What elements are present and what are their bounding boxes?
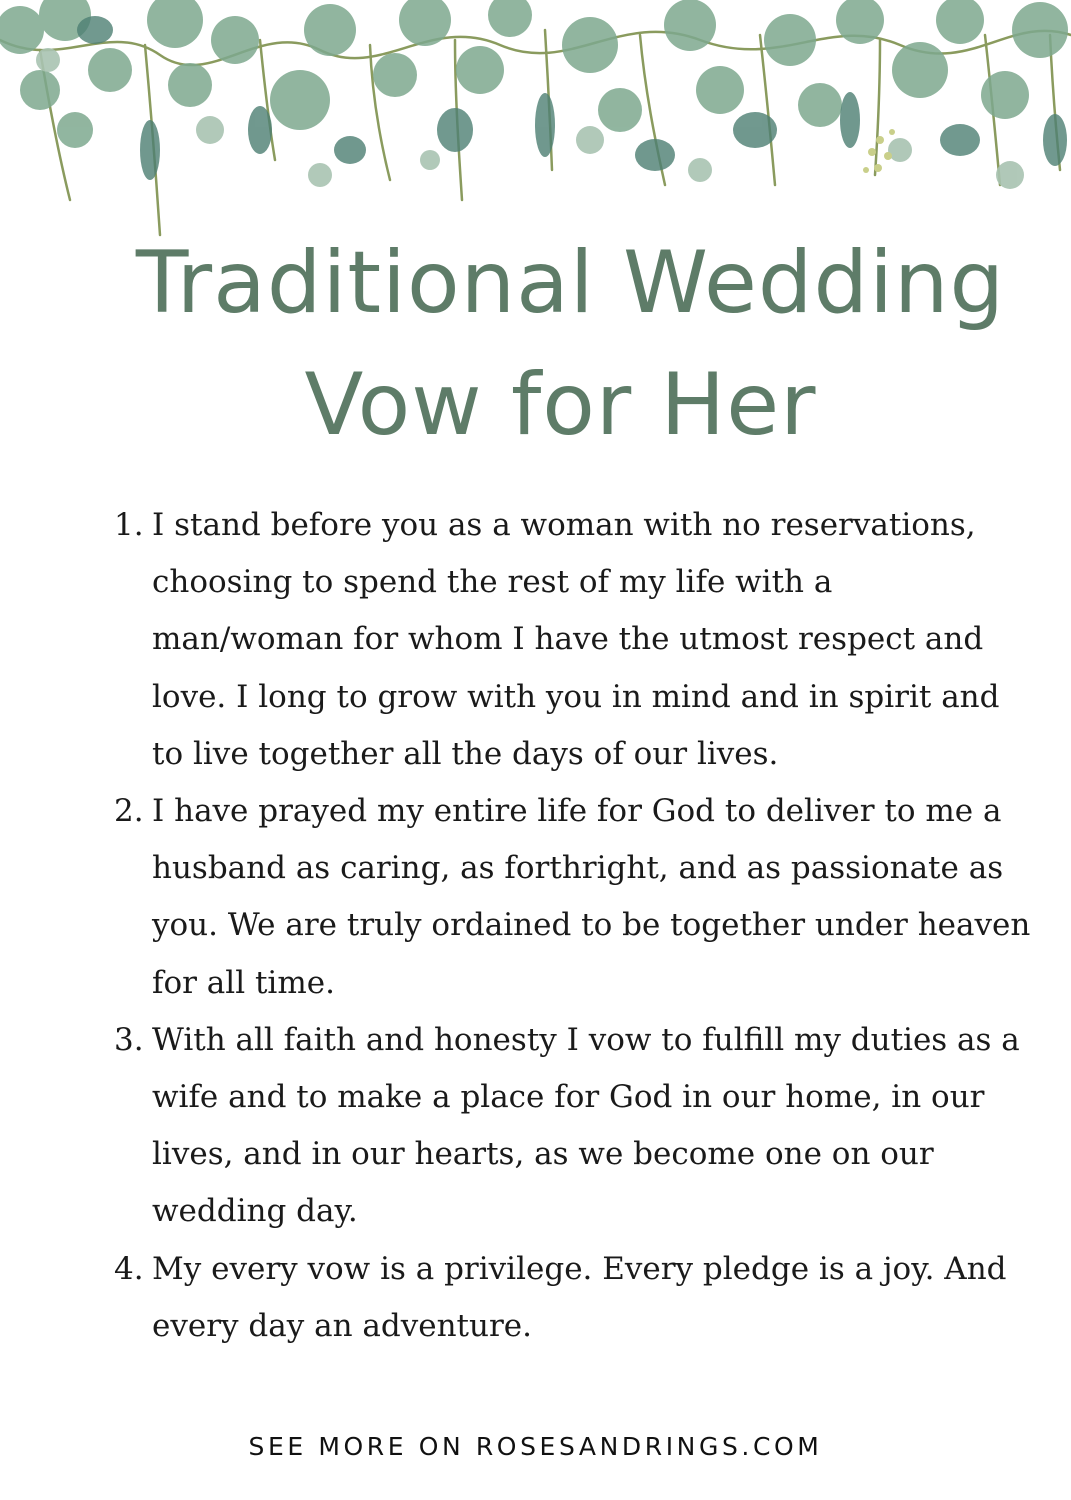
vow-item-2 — [114, 783, 1032, 1012]
vow-text: With all faith and honesty I vow to fulfill my duties as a wife and to make a place for God in our home, in our lives, and in our hearts, as we become one on our wedding day. — [152, 1021, 1020, 1230]
vow-item-1 — [114, 497, 1032, 783]
vow-text: I stand before you as a woman with no reservations, choosing to spend the rest of my life with a man/woman for whom I have the utmost respect and love. I long to grow with you in mind and in spirit and to live together all the days of our lives. — [152, 507, 1000, 772]
vow-text: I have prayed my entire life for God to deliver to me a husband as caring, as forthright, and as passionate as you. We are truly ordained to be together under heaven for all time. — [152, 793, 1031, 1001]
vow-number: 2. — [114, 793, 144, 830]
page-title — [0, 222, 1071, 466]
footer-website-credit: SEE MORE ON ROSESANDRINGS.COM — [248, 1432, 823, 1461]
vow-item-3 — [114, 1012, 1032, 1241]
title-line-1: Traditional Wedding — [135, 233, 1006, 333]
vow-item-4 — [114, 1241, 1032, 1355]
vow-list — [114, 497, 1032, 1355]
eucalyptus-garland-illustration — [0, 0, 1071, 250]
vow-number: 4. — [114, 1250, 144, 1287]
vow-text: My every vow is a privilege. Every pledge is a joy. And every day an adventure. — [152, 1250, 1007, 1344]
vow-number: 1. — [114, 507, 144, 543]
vow-number: 3. — [114, 1021, 144, 1058]
title-line-2: Vow for Her — [304, 355, 817, 455]
